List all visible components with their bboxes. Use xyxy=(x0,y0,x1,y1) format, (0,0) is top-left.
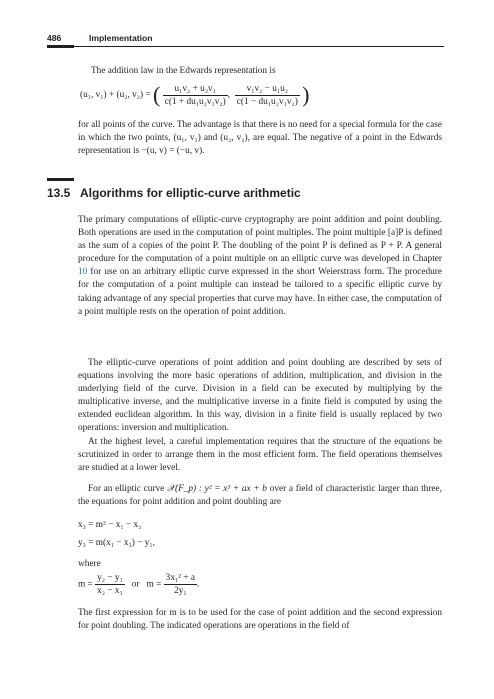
frac-2-num: v₁v₂ − u₁u₂ xyxy=(235,83,300,96)
slope-2-den: 2y₁ xyxy=(174,586,187,596)
frac-1 xyxy=(163,83,228,108)
paragraph-5: The first expression for m is to be used for the case of point addition and the second expression for point doubling. The indicated operations are operations in the field of xyxy=(78,608,442,632)
intro-paragraph: for all points of the curve. The advantage is that there is no need for a special formula for the case in which the two points, (u₁, v₁) and (u₂, v₂), are equal. The negative of a point in the Edwards representation is −(u, v) = (−u, v). xyxy=(78,120,442,157)
edwards-addition-equation: (u₁, v₁) + (u₂, v₂) = ( $\frac{\text{u₁v₂ + u₂v₁}}{\text{c(1 + du₁u₂v₁v₂)}}$ , $\frac{\text{v₁v₂ − u₁u₂}}{\text{c(1 − du₁u₂v₁v₂)}}$ ) xyxy=(80,82,310,107)
slope-1-den: x₂ − x₁ xyxy=(97,586,123,596)
or-word: or xyxy=(131,579,140,590)
running-header: Implementation xyxy=(89,33,153,43)
slope-1-num: y₂ − y₁ xyxy=(97,573,123,583)
frac-1-num: u₁v₂ + u₂v₁ xyxy=(163,83,228,96)
intro-line: The addition law in the Edwards representation is xyxy=(91,66,276,76)
m-eq-2: m = xyxy=(146,579,162,590)
where-label: where xyxy=(78,559,101,569)
slope-frac-1 xyxy=(95,572,125,597)
slope-2-num: 3x₁² + a xyxy=(165,573,196,583)
equation-y3: y₃ = m(x₁ − x₃) − y₁, xyxy=(78,538,155,548)
p1-rest: for use on an arbitrary elliptic curve expressed in the short Weierstrass form. The procedure for the computation of a point multiple can instead be tailored to a specific elliptic curve by taking advantage of any special properties that curve may have. In either case, the computation of a point multiple rests on the operation of point addition. xyxy=(78,267,442,317)
frac-2-den: c(1 − du₁u₂v₁v₂) xyxy=(236,96,298,107)
p4-start: For an elliptic curve xyxy=(88,484,165,494)
page-number: 486 xyxy=(47,33,62,43)
section-title: Algorithms for elliptic-curve arithmetic xyxy=(80,186,301,200)
eq-lhs: (u₁, v₁) + (u₂, v₂) = xyxy=(80,90,151,101)
slope-frac-2 xyxy=(164,572,197,597)
equation-x3: x₃ = m² − x₁ − x₂ xyxy=(78,520,142,530)
frac-2 xyxy=(235,83,300,108)
section-bar xyxy=(47,178,74,181)
section-number: 13.5 xyxy=(47,186,71,200)
header-bar xyxy=(47,45,74,48)
paragraph-3: At the highest level, a careful implementation requires that the structure of the equations be scrutinized in order to arrange them in the most efficient form. The field operations themselves are studied at a lower level. xyxy=(78,437,442,474)
header-rule xyxy=(74,46,444,47)
curve-equation: 𝒳(F_p) : y² = x³ + ax + b xyxy=(166,484,267,494)
chapter-link[interactable]: 10 xyxy=(78,267,88,278)
paragraph-2: The elliptic-curve operations of point addition and point doubling are described by sets of equations involving the more basic operations of addition, multiplication, and division in the underlying field of the curve. Division in a field can be executed by multiplying by the multiplicative inverse, and the multiplicative inverse in a finite field is computed by using the extended euclidean algorithm. In this way, division in a finite field is usually replaced by two operations: inversion and multiplication. xyxy=(78,358,442,434)
slope-equations: m = $\frac{\text{y₂ − y₁}}{\text{x₂ − x₁}}$ or m = $\frac{\text{3x₁² + a}}{\text{2y₁}}$ . xyxy=(78,573,200,596)
p1-text: The primary computations of elliptic-curve cryptography are point addition and point doubling. Both operations are used in the computation of point multiples. The point multiple [a]P is defined as the sum of a copies of the point P. The doubling of the point P is defined as P + P. A general procedure for the computation of a point multiple on an elliptic curve was developed in Chapter xyxy=(78,215,442,265)
m-eq-1: m = xyxy=(78,579,93,590)
p4-end: over a field of characteristic larger than three, the equations for point addition and point doubling are xyxy=(78,484,442,508)
paragraph-1 xyxy=(78,214,442,319)
frac-1-den: c(1 + du₁u₂v₁v₂) xyxy=(164,96,226,107)
paragraph-4 xyxy=(78,483,442,509)
